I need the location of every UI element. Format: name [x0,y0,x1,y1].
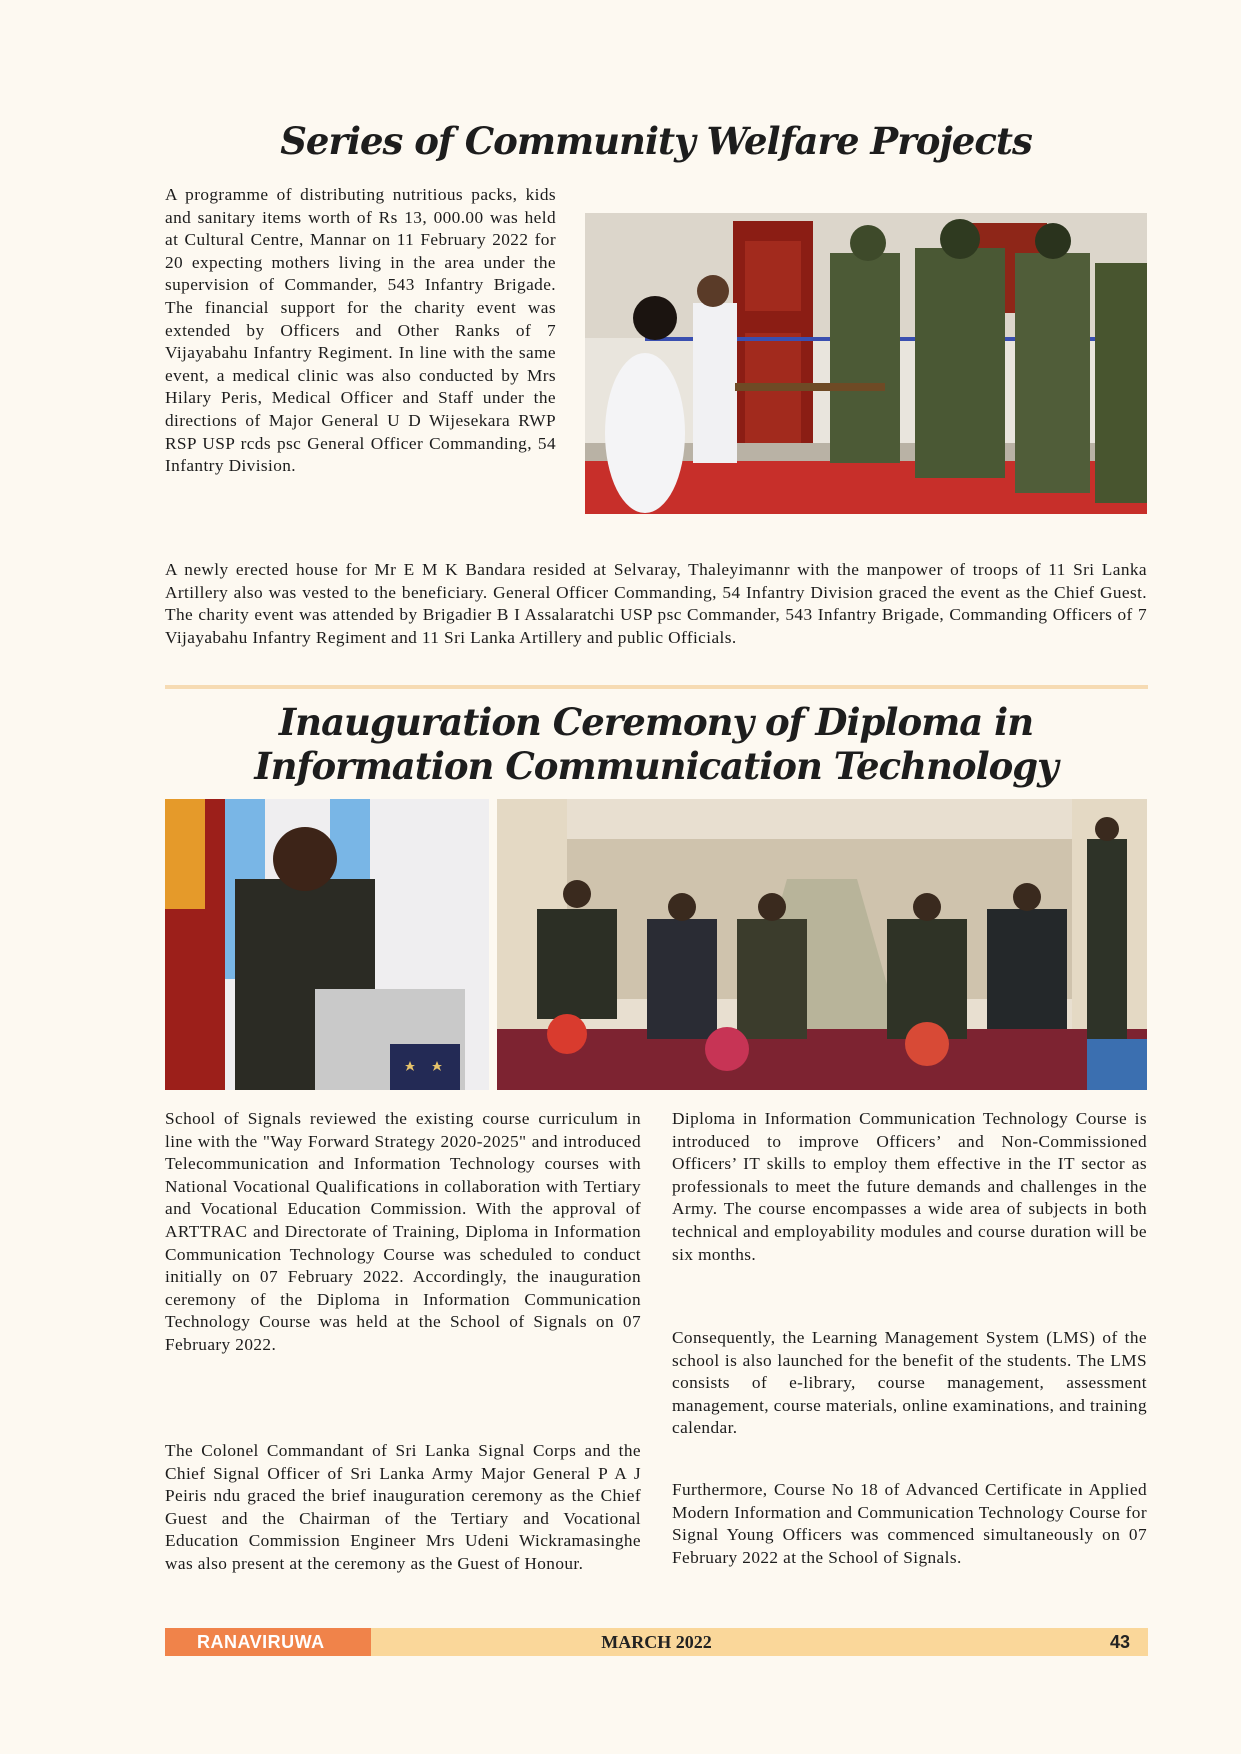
photo-audience-ceremony [497,799,1147,1090]
article2-right-paragraph-2: Consequently, the Learning Management System (LMS) of the school is also launched for the benefit of the students. The LMS consists of e-library, course management, assessment management, course materials, online examinations, and training calendar. [672,1328,1147,1438]
article2-right-paragraph-1: Diploma in Information Communication Technology Course is introduced to improve Officers’ and Non-Commissioned Officers’ IT skills to employ them effective in the IT sector as professionals to meet the future demands and challenges in the Army. The course encompasses a wide area of subjects in both technical and employability modules and course duration will be six months. [672,1109,1147,1264]
page-footer [165,1628,1148,1656]
issue-date: MARCH 2022 [601,1632,712,1652]
article2-left-paragraph-1: School of Signals reviewed the existing course curriculum in line with the "Way Forward Strategy 2020-2025" and introduced Telecommunication and Information Technology courses with National Vocational Qualifications in collaboration with Tertiary and Vocational Education Commission. With the approval of ARTTRAC and Directorate of Training, Diploma in Information Communication Technology Course was scheduled to conduct initially on 07 February 2022. Accordingly, the inauguration ceremony of the Diploma in Information Communication Technology Course was held at the School of Signals on 07 February 2022. [165,1109,641,1354]
article-title-community-welfare: Series of Community Welfare Projects [280,119,1032,163]
article1-intro-paragraph: A programme of distributing nutritious packs, kids and sanitary items worth of Rs 13, 000.00 was held at Cultural Centre, Mannar on 11 February 2022 for 20 expecting mothers living in the area under the supervision of Commander, 543 Infantry Brigade. The financial support for the charity event was extended by Officers and Other Ranks of 7 Vijayabahu Infantry Regiment. In line with the same event, a medical clinic was also conducted by Mrs Hilary Peris, Medical Officer and Staff under the directions of Major General U D Wijesekara RWP RSP USP rcds psc General Officer Commanding, 54 Infantry Division. [165,185,556,476]
section-divider [165,685,1148,689]
article2-left-paragraph-2: The Colonel Commandant of Sri Lanka Signal Corps and the Chief Signal Officer of Sri Lanka Army Major General P A J Peiris ndu graced the brief inauguration ceremony as the Chief Guest and the Chairman of the Tertiary and Vocational Education Commission Engineer Mrs Udeni Wickramasinghe was also present at the ceremony as the Guest of Honour. [165,1441,641,1573]
article-title-diploma-ict [165,700,1147,788]
title-line-2: Information Communication Technology [254,744,1058,788]
article2-right-paragraph-3: Furthermore, Course No 18 of Advanced Certificate in Applied Modern Information and Communication Technology Course for Signal Young Officers was commenced simultaneously on 07 February 2022 at the School of Signals. [672,1480,1147,1567]
title-line-1: Inauguration Ceremony of Diploma in [278,700,1034,744]
photo-charity-handover [585,213,1147,514]
page-number: 43 [1109,1632,1130,1652]
article1-house-paragraph: A newly erected house for Mr E M K Bandara resided at Selvaray, Thaleyimannr with the manpower of troops of 11 Sri Lanka Artillery also was vested to the beneficiary. General Officer Commanding, 54 Infantry Division graced the event as the Chief Guest. The charity event was attended by Brigadier B I Assalaratchi USP psc Commander, 543 Infantry Brigade, Commanding Officers of 7 Vijayabahu Infantry Regiment and 11 Sri Lanka Artillery and public Officials. [165,560,1147,647]
magazine-name: RANAVIRUWA [165,1628,371,1656]
photo-speaker-podium [165,799,489,1090]
